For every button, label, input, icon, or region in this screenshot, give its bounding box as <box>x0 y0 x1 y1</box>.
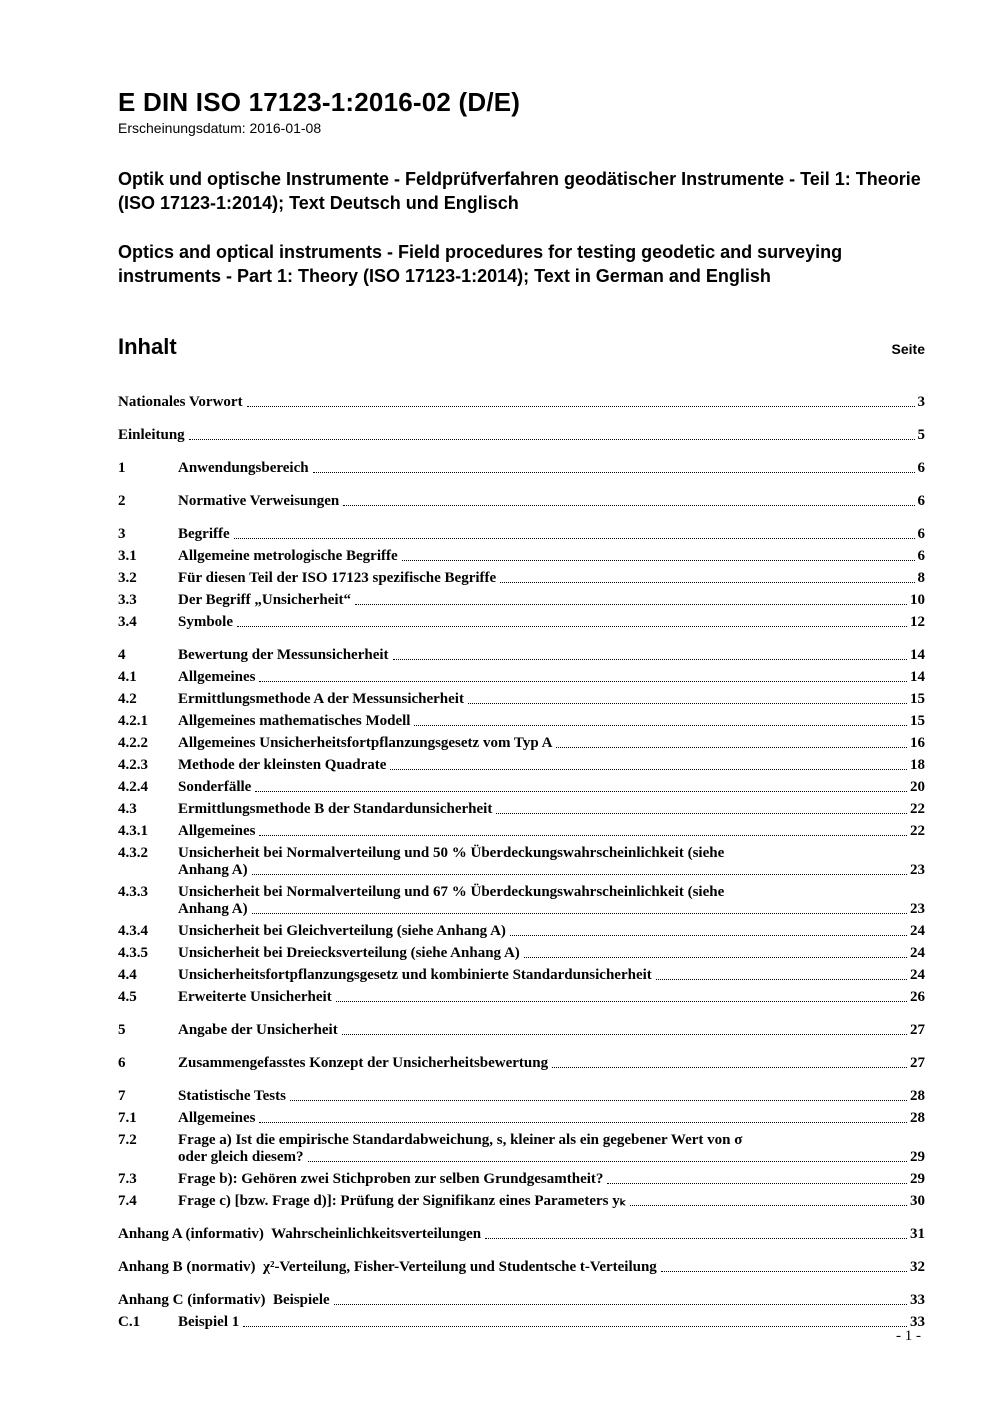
toc-entry <box>118 1226 925 1243</box>
toc-entry-number: 4.3 <box>118 801 137 818</box>
toc-entry-page: 8 <box>917 570 925 587</box>
toc-entry-title: Frage a) Ist die empirische Standardabweichung, s, kleiner als ein gegebener Wert von σ <box>178 1132 743 1149</box>
toc-heading: Inhalt <box>118 334 177 360</box>
toc-entry <box>118 647 925 664</box>
toc-entry-page: 20 <box>910 779 925 796</box>
toc-entry-page: 24 <box>910 945 925 962</box>
toc-entry-page: 6 <box>917 548 925 565</box>
toc-leader-dots <box>259 681 907 682</box>
toc-leader-dots <box>343 505 914 506</box>
toc-entry <box>118 691 925 708</box>
toc-entry <box>118 548 925 565</box>
toc-entry-number: 4.2 <box>118 691 137 708</box>
toc-entry-page: 33 <box>910 1314 925 1331</box>
toc-entry-page: 27 <box>910 1022 925 1039</box>
toc-entry-page: 15 <box>910 713 925 730</box>
toc-entry <box>118 614 925 631</box>
toc-entry-page: 23 <box>910 901 925 918</box>
toc-entry <box>118 1314 925 1331</box>
toc-leader-dots <box>252 874 907 875</box>
toc-leader-dots <box>247 406 915 407</box>
toc-entry <box>118 713 925 730</box>
toc-leader-dots <box>402 560 915 561</box>
toc-entry-number: 7 <box>118 1088 126 1105</box>
toc-entry-page: 32 <box>910 1259 925 1276</box>
toc-entry-number: 4 <box>118 647 126 664</box>
toc-entry-number: 1 <box>118 460 126 477</box>
toc-entry-title-continued: Anhang A) <box>178 901 248 918</box>
toc-leader-dots <box>334 1304 907 1305</box>
toc-entry-title: Frage c) [bzw. Frage d)]: Prüfung der Signifikanz eines Parameters yₖ <box>178 1193 627 1210</box>
toc-entry-title: Erweiterte Unsicherheit <box>178 989 332 1006</box>
toc-leader-dots <box>336 1001 907 1002</box>
toc-entry-number: 5 <box>118 1022 126 1039</box>
toc-entry-number: 7.3 <box>118 1171 137 1188</box>
toc-entry <box>118 884 925 918</box>
toc-entry-number: 6 <box>118 1055 126 1072</box>
toc-entry-title: Allgemeines <box>178 669 256 686</box>
toc-entry <box>118 1088 925 1105</box>
toc-entry-title: Der Begriff „Unsicherheit“ <box>178 592 352 609</box>
toc-entry-number: 7.2 <box>118 1132 137 1149</box>
toc-entry-title: Für diesen Teil der ISO 17123 spezifische Begriffe <box>178 570 497 587</box>
toc-entry-number: 4.1 <box>118 669 137 686</box>
toc-entry-title: Unsicherheit bei Dreiecksverteilung (siehe Anhang A) <box>178 945 520 962</box>
toc-entry <box>118 757 925 774</box>
toc-leader-dots <box>661 1271 907 1272</box>
toc-list <box>118 394 925 1331</box>
toc-entry <box>118 967 925 984</box>
toc-entry-number: 4.2.2 <box>118 735 148 752</box>
toc-entry-page: 6 <box>917 460 925 477</box>
toc-entry-title: Zusammengefasstes Konzept der Unsicherheitsbewertung <box>178 1055 549 1072</box>
toc-entry <box>118 1022 925 1039</box>
toc-leader-dots <box>500 582 914 583</box>
toc-leader-dots <box>414 725 907 726</box>
toc-entry-number: 3.3 <box>118 592 137 609</box>
toc-entry <box>118 801 925 818</box>
toc-entry <box>118 1193 925 1210</box>
toc-entry <box>118 493 925 510</box>
toc-entry-title: Frage b): Gehören zwei Stichproben zur selben Grundgesamtheit? <box>178 1171 604 1188</box>
page-content <box>118 0 925 1331</box>
toc-entry-page: 22 <box>910 801 925 818</box>
toc-entry-title: Ermittlungsmethode B der Standardunsicherheit <box>178 801 493 818</box>
toc-entry-title: Sonderfälle <box>178 779 252 796</box>
toc-entry-page: 10 <box>910 592 925 609</box>
toc-entry <box>118 923 925 940</box>
toc-entry <box>118 570 925 587</box>
toc-entry-title: Allgemeine metrologische Begriffe <box>178 548 398 565</box>
toc-entry <box>118 592 925 609</box>
toc-entry-title: Nationales Vorwort <box>118 394 243 411</box>
toc-entry-title: Allgemeines <box>178 823 256 840</box>
toc-entry-page: 14 <box>910 647 925 664</box>
toc-entry-number: 4.4 <box>118 967 137 984</box>
toc-leader-dots <box>390 769 907 770</box>
toc-leader-dots <box>237 626 907 627</box>
toc-leader-dots <box>234 538 915 539</box>
toc-header-row <box>118 334 925 360</box>
toc-leader-dots <box>308 1161 907 1162</box>
toc-entry <box>118 427 925 444</box>
toc-entry-number: 3 <box>118 526 126 543</box>
toc-entry-number: 3.4 <box>118 614 137 631</box>
toc-entry-title: Bewertung der Messunsicherheit <box>178 647 389 664</box>
toc-entry-page: 30 <box>910 1193 925 1210</box>
toc-entry-title: Normative Verweisungen <box>178 493 340 510</box>
toc-entry <box>118 1110 925 1127</box>
toc-entry-page: 15 <box>910 691 925 708</box>
toc-entry-title-continued: oder gleich diesem? <box>178 1149 304 1166</box>
toc-entry-title: Einleitung <box>118 427 185 444</box>
toc-entry-title: Unsicherheit bei Gleichverteilung (siehe Anhang A) <box>178 923 506 940</box>
toc-leader-dots <box>255 791 907 792</box>
toc-entry-page: 6 <box>917 526 925 543</box>
toc-entry-title: Allgemeines <box>178 1110 256 1127</box>
toc-entry-page: 31 <box>910 1226 925 1243</box>
toc-entry-number: 4.3.3 <box>118 884 148 901</box>
toc-entry <box>118 845 925 879</box>
toc-entry-number: 7.1 <box>118 1110 137 1127</box>
toc-entry-number: 4.3.2 <box>118 845 148 862</box>
toc-leader-dots <box>189 439 915 440</box>
toc-entry-page: 6 <box>917 493 925 510</box>
toc-entry-number: 3.2 <box>118 570 137 587</box>
toc-leader-dots <box>468 703 907 704</box>
toc-entry-page: 29 <box>910 1149 925 1166</box>
toc-entry-title: Ermittlungsmethode A der Messunsicherheit <box>178 691 464 708</box>
toc-entry <box>118 989 925 1006</box>
toc-entry-page: 24 <box>910 923 925 940</box>
toc-leader-dots <box>243 1326 907 1327</box>
toc-entry <box>118 1171 925 1188</box>
toc-entry-title: Anhang A (informativ) Wahrscheinlichkeitsverteilungen <box>118 1226 482 1243</box>
toc-entry-title: Anhang C (informativ) Beispiele <box>118 1292 330 1309</box>
toc-leader-dots <box>524 957 907 958</box>
toc-entry-page: 33 <box>910 1292 925 1309</box>
title-german: Optik und optische Instrumente - Feldprüfverfahren geodätischer Instrumente - Teil 1: Theorie (ISO 17123-1:2014); Text Deutsch und Englisch <box>118 168 921 213</box>
toc-entry-title: Allgemeines mathematisches Modell <box>178 713 411 730</box>
toc-leader-dots <box>485 1238 907 1239</box>
toc-entry-number: 2 <box>118 493 126 510</box>
toc-entry-page: 16 <box>910 735 925 752</box>
toc-leader-dots <box>630 1205 907 1206</box>
toc-entry-title: Anwendungsbereich <box>178 460 309 477</box>
toc-leader-dots <box>556 747 907 748</box>
toc-leader-dots <box>496 813 907 814</box>
toc-entry-page: 28 <box>910 1110 925 1127</box>
toc-entry-title: Unsicherheit bei Normalverteilung und 67 % Überdeckungswahrscheinlichkeit (siehe <box>178 884 725 901</box>
toc-leader-dots <box>552 1067 907 1068</box>
toc-leader-dots <box>355 604 907 605</box>
toc-entry-page: 22 <box>910 823 925 840</box>
toc-leader-dots <box>313 472 915 473</box>
document-title: E DIN ISO 17123-1:2016-02 (D/E) <box>118 87 521 117</box>
toc-entry <box>118 823 925 840</box>
toc-leader-dots <box>252 913 907 914</box>
toc-page-column-label: Seite <box>891 341 925 358</box>
toc-entry <box>118 460 925 477</box>
toc-entry-page: 29 <box>910 1171 925 1188</box>
toc-entry-title: Symbole <box>178 614 234 631</box>
toc-entry-number: 4.2.4 <box>118 779 148 796</box>
title-english: Optics and optical instruments - Field procedures for testing geodetic and surveying instruments - Part 1: Theory (ISO 17123-1:2014); Text in German and English <box>118 241 843 286</box>
toc-entry-title: Statistische Tests <box>178 1088 286 1105</box>
toc-entry-page: 5 <box>917 427 925 444</box>
toc-entry-title: Anhang B (normativ) χ²-Verteilung, Fisher-Verteilung und Studentsche t-Verteilung <box>118 1259 657 1276</box>
toc-entry-title-continued: Anhang A) <box>178 862 248 879</box>
toc-entry <box>118 945 925 962</box>
toc-entry <box>118 1132 925 1166</box>
toc-entry-page: 27 <box>910 1055 925 1072</box>
toc-leader-dots <box>607 1183 907 1184</box>
toc-leader-dots <box>510 935 907 936</box>
toc-entry-page: 14 <box>910 669 925 686</box>
toc-entry-page: 18 <box>910 757 925 774</box>
toc-entry <box>118 1055 925 1072</box>
toc-entry <box>118 779 925 796</box>
toc-entry-number: C.1 <box>118 1314 141 1331</box>
publication-date: Erscheinungsdatum: 2016-01-08 <box>118 119 322 136</box>
toc-leader-dots <box>342 1034 907 1035</box>
toc-entry-title: Angabe der Unsicherheit <box>178 1022 338 1039</box>
toc-entry-number: 4.5 <box>118 989 137 1006</box>
toc-entry <box>118 526 925 543</box>
toc-entry-number: 7.4 <box>118 1193 137 1210</box>
toc-leader-dots <box>259 835 907 836</box>
toc-entry-number: 3.1 <box>118 548 137 565</box>
toc-entry-title: Begriffe <box>178 526 230 543</box>
toc-entry-number: 4.3.5 <box>118 945 148 962</box>
toc-entry-title: Unsicherheit bei Normalverteilung und 50 % Überdeckungswahrscheinlichkeit (siehe <box>178 845 725 862</box>
toc-leader-dots <box>393 659 907 660</box>
toc-entry-page: 3 <box>917 394 925 411</box>
toc-entry-number: 4.3.1 <box>118 823 148 840</box>
toc-entry <box>118 669 925 686</box>
toc-entry-page: 23 <box>910 862 925 879</box>
toc-leader-dots <box>656 979 907 980</box>
toc-entry-page: 26 <box>910 989 925 1006</box>
toc-leader-dots <box>259 1122 907 1123</box>
toc-entry-page: 12 <box>910 614 925 631</box>
toc-entry <box>118 735 925 752</box>
toc-entry-title: Allgemeines Unsicherheitsfortpflanzungsgesetz vom Typ A <box>178 735 553 752</box>
toc-leader-dots <box>290 1100 907 1101</box>
toc-entry-title: Unsicherheitsfortpflanzungsgesetz und kombinierte Standardunsicherheit <box>178 967 652 984</box>
toc-entry-page: 24 <box>910 967 925 984</box>
toc-entry <box>118 1292 925 1309</box>
toc-entry <box>118 394 925 411</box>
toc-entry-number: 4.3.4 <box>118 923 148 940</box>
toc-entry-page: 28 <box>910 1088 925 1105</box>
toc-entry <box>118 1259 925 1276</box>
toc-entry-title: Beispiel 1 <box>178 1314 240 1331</box>
toc-entry-number: 4.2.3 <box>118 757 148 774</box>
toc-entry-title: Methode der kleinsten Quadrate <box>178 757 387 774</box>
page-number-footer: - 1 - <box>896 1328 921 1344</box>
toc-entry-number: 4.2.1 <box>118 713 148 730</box>
